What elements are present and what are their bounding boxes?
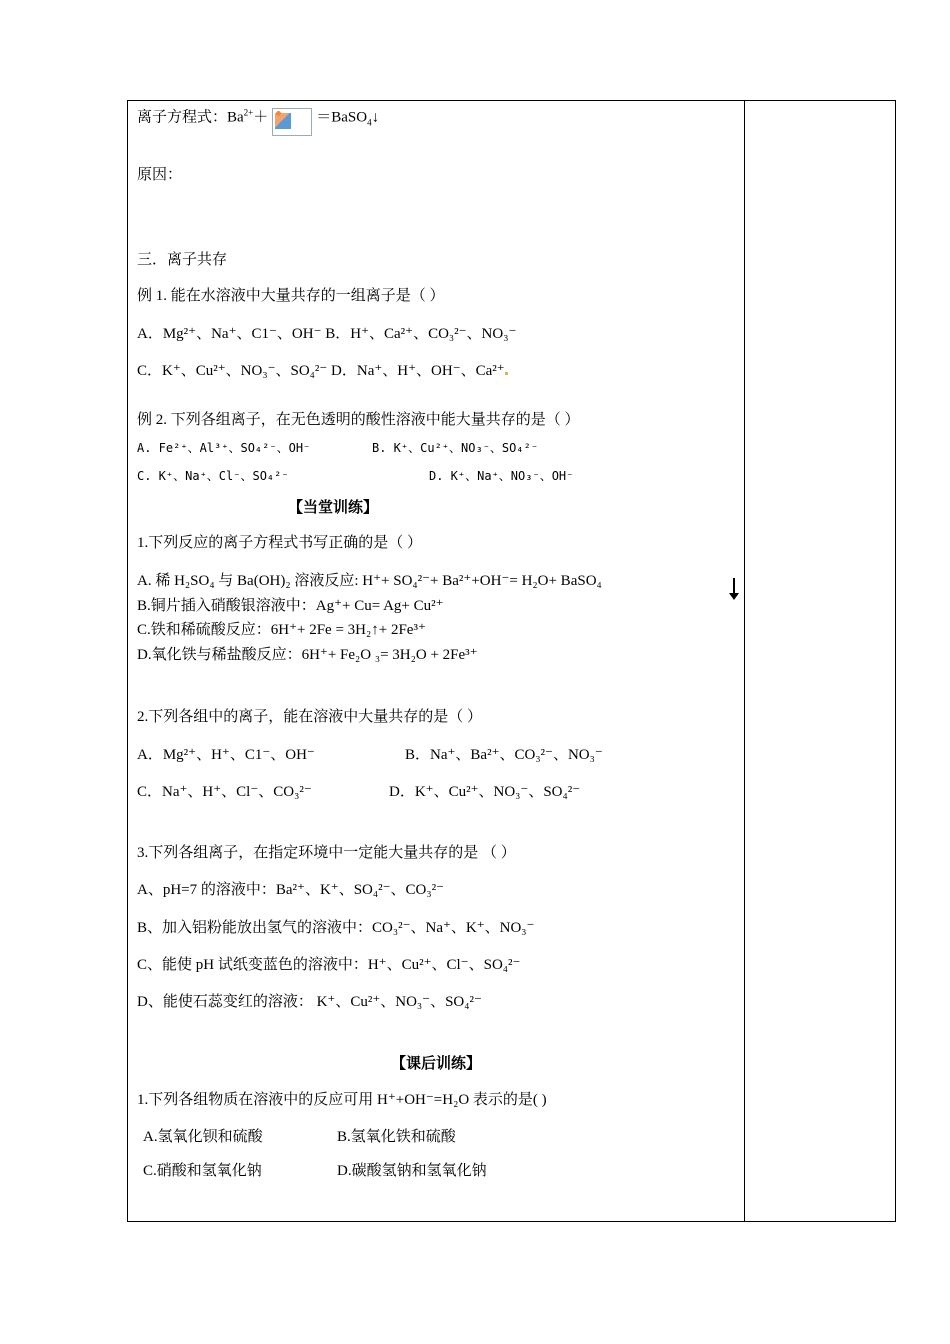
- practice-q1-b: B.铜片插入硝酸银溶液中：Ag⁺+ Cu= Ag+ Cu²⁺: [137, 598, 444, 614]
- example-1-options-ab: A．Mg²⁺、Na⁺、C1⁻、OH⁻ B．H⁺、Ca²⁺、CO₃²⁻、NO₃⁻: [137, 326, 517, 342]
- ionic-eq-plus: ＋: [253, 109, 269, 126]
- after-class-q1: 1.下列各组物质在溶液中的反应可用 H⁺+OH⁻=H₂O 表示的是( ): [137, 1092, 547, 1108]
- example-1-options-cd: [137, 361, 508, 381]
- example-2-option-a: A. Fe²⁺、Al³⁺、SO₄²⁻、OH⁻: [137, 441, 311, 455]
- broken-image-icon: [272, 108, 312, 136]
- practice-q3: 3.下列各组离子，在指定环境中一定能大量共存的是 （ ）: [137, 845, 516, 861]
- example-2-option-c: C. K⁺、Na⁺、Cl⁻、SO₄²⁻: [137, 469, 289, 483]
- section-heading: 三．离子共存: [137, 252, 228, 268]
- practice-q2-d: D．K⁺、Cu²⁺、NO₃⁻、SO₄²⁻: [389, 784, 581, 800]
- practice-q1-d: D.氧化铁与稀盐酸反应：6H⁺+ Fe₂O ₃= 3H₂O + 2Fe³⁺: [137, 647, 478, 663]
- ionic-eq-prefix: 离子方程式：Ba: [137, 109, 244, 126]
- practice-q1-c: C.铁和稀硫酸反应：6H⁺+ 2Fe = 3H₂↑+ 2Fe³⁺: [137, 622, 426, 638]
- down-arrow-icon: [733, 578, 735, 596]
- practice-q1-a: A. 稀 H₂SO₄ 与 Ba(OH)₂ 溶液反应: H⁺+ SO₄²⁻+ Ba²⁺+OH⁻= H₂O+ BaSO₄: [137, 573, 602, 589]
- practice-q2-a: A．Mg²⁺、H⁺、C1⁻、OH⁻: [137, 747, 315, 763]
- ionic-eq-sub: 4: [367, 117, 372, 128]
- ionic-equation-line: [137, 104, 379, 132]
- practice-q1: 1.下列反应的离子方程式书写正确的是（ ）: [137, 535, 423, 551]
- practice-q3-d: D、能使石蕊变红的溶液： K⁺、Cu²⁺、NO₃⁻、SO₄²⁻: [137, 994, 482, 1010]
- practice-q3-a: A、pH=7 的溶液中：Ba²⁺、K⁺、SO₄²⁻、CO₃²⁻: [137, 882, 445, 898]
- after-class-q1-b: B.氢氧化铁和硫酸: [337, 1129, 456, 1145]
- practice-q3-b: B、加入铝粉能放出氢气的溶液中：CO₃²⁻、Na⁺、K⁺、NO₃⁻: [137, 920, 535, 936]
- example-2: 例 2. 下列各组离子，在无色透明的酸性溶液中能大量共存的是（ ）: [137, 412, 580, 428]
- reason-label: 原因：: [137, 167, 183, 183]
- practice-q2-b: B．Na⁺、Ba²⁺、CO₃²⁻、NO₃⁻: [405, 747, 603, 763]
- after-class-q1-d: D.碳酸氢钠和氢氧化钠: [337, 1163, 487, 1179]
- example-1: 例 1. 能在水溶液中大量共存的一组离子是（ ）: [137, 288, 445, 304]
- after-class-q1-c: C.硝酸和氢氧化钠: [143, 1163, 262, 1179]
- column-divider: [744, 100, 745, 1222]
- practice-q2-c: C．Na⁺、H⁺、Cl⁻、CO₃²⁻: [137, 784, 312, 800]
- practice-q2: 2.下列各组中的离子，能在溶液中大量共存的是（ ）: [137, 709, 483, 725]
- example-2-option-b: B. K⁺、Cu²⁺、NO₃⁻、SO₄²⁻: [372, 441, 539, 455]
- example-2-option-d: D. K⁺、Na⁺、NO₃⁻、OH⁻: [429, 469, 574, 483]
- precipitate-arrow-icon: ↓: [371, 109, 380, 126]
- class-practice-title: 【当堂训练】: [288, 500, 379, 516]
- after-class-q1-a: A.氢氧化钡和硫酸: [143, 1129, 263, 1145]
- example-1-options-cd-text: C．K⁺、Cu²⁺、NO₃⁻、SO₄²⁻ D．Na⁺、H⁺、OH⁻、Ca²⁺: [137, 363, 505, 379]
- ionic-eq-suffix: ＝BaSO: [316, 109, 368, 126]
- ionic-eq-sup: 2+: [243, 107, 254, 118]
- practice-q3-c: C、能使 pH 试纸变蓝色的溶液中：H⁺、Cu²⁺、Cl⁻、SO₄²⁻: [137, 957, 521, 973]
- after-class-title: 【课后训练】: [391, 1056, 482, 1072]
- speck-mark: [505, 372, 508, 375]
